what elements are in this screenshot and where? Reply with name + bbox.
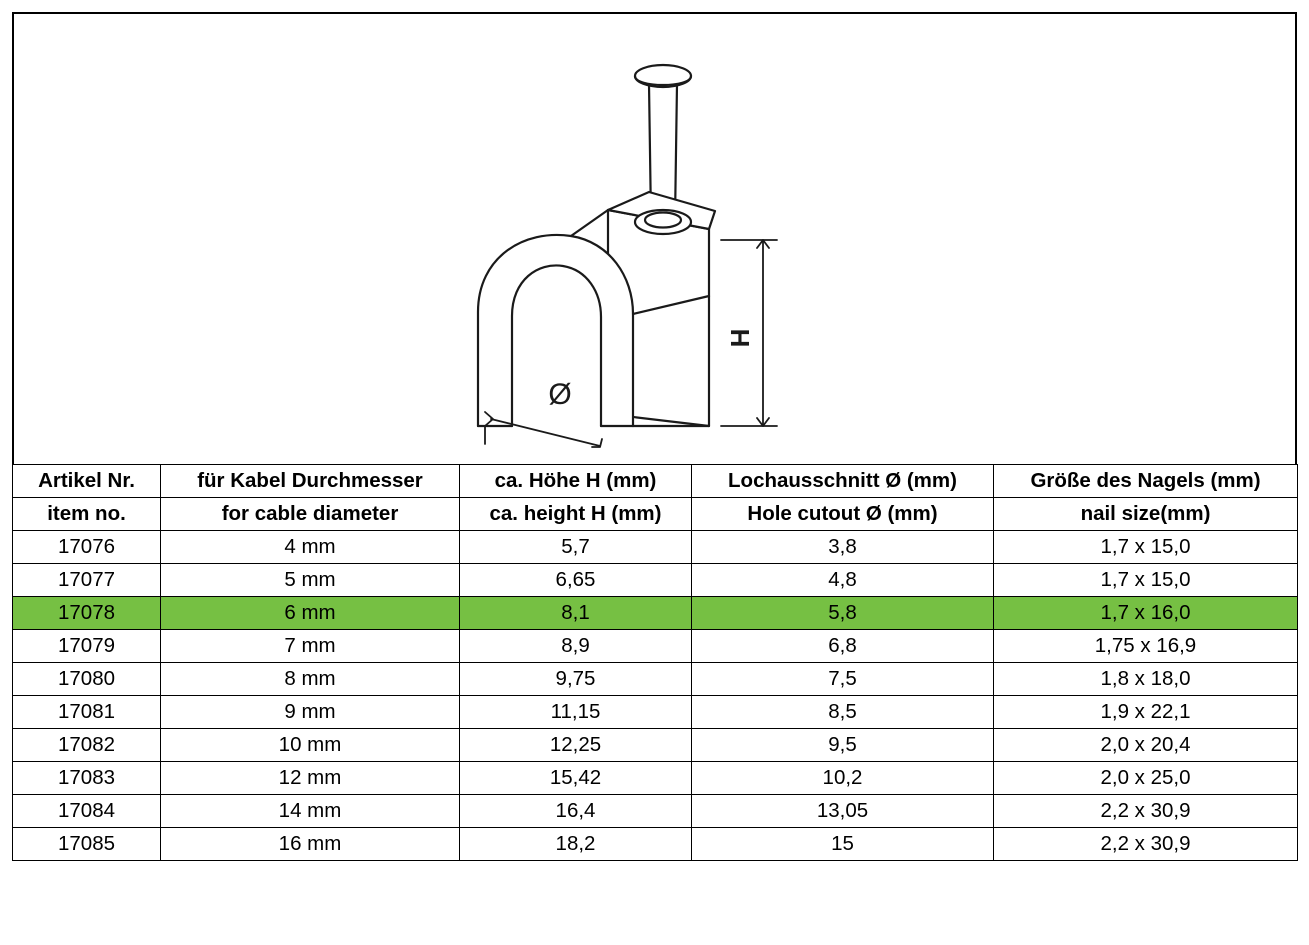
cell-height: 9,75: [460, 663, 692, 696]
cell-height: 8,9: [460, 630, 692, 663]
header-height-de: ca. Höhe H (mm): [460, 465, 692, 498]
cell-hole-cutout: 4,8: [692, 564, 994, 597]
header-cable-diameter-en: for cable diameter: [161, 498, 460, 531]
cell-nail-size: 1,75 x 16,9: [994, 630, 1298, 663]
cell-nail-size: 2,2 x 30,9: [994, 795, 1298, 828]
cell-hole-cutout: 7,5: [692, 663, 994, 696]
cell-item-no: 17078: [13, 597, 161, 630]
cell-nail-size: 1,7 x 15,0: [994, 564, 1298, 597]
cell-height: 6,65: [460, 564, 692, 597]
cell-cable-diameter: 14 mm: [161, 795, 460, 828]
table-row-highlighted: [13, 597, 1298, 630]
cell-height: 18,2: [460, 828, 692, 861]
cell-hole-cutout: 10,2: [692, 762, 994, 795]
table-row: [13, 696, 1298, 729]
cell-hole-cutout: 9,5: [692, 729, 994, 762]
cell-item-no: 17083: [13, 762, 161, 795]
header-nail-size-en: nail size(mm): [994, 498, 1298, 531]
cell-item-no: 17084: [13, 795, 161, 828]
diameter-dimension-label: Ø: [547, 378, 572, 411]
height-dimension-label: H: [724, 328, 755, 348]
cell-hole-cutout: 15: [692, 828, 994, 861]
cell-cable-diameter: 7 mm: [161, 630, 460, 663]
cell-nail-size: 2,0 x 25,0: [994, 762, 1298, 795]
cell-cable-diameter: 10 mm: [161, 729, 460, 762]
cell-hole-cutout: 13,05: [692, 795, 994, 828]
cell-nail-size: 1,7 x 16,0: [994, 597, 1298, 630]
table-row: [13, 762, 1298, 795]
cell-hole-cutout: 5,8: [692, 597, 994, 630]
header-nail-size-de: Größe des Nagels (mm): [994, 465, 1298, 498]
cell-hole-cutout: 3,8: [692, 531, 994, 564]
cell-cable-diameter: 6 mm: [161, 597, 460, 630]
cell-item-no: 17080: [13, 663, 161, 696]
table-header-row-en: [13, 498, 1298, 531]
table-row: [13, 531, 1298, 564]
header-hole-cutout-de: Lochausschnitt Ø (mm): [692, 465, 994, 498]
header-height-en: ca. height H (mm): [460, 498, 692, 531]
product-illustration-panel: [12, 12, 1297, 464]
cell-height: 12,25: [460, 729, 692, 762]
cable-clip-nail-drawing: [15, 14, 1295, 462]
cell-cable-diameter: 16 mm: [161, 828, 460, 861]
table-row: [13, 729, 1298, 762]
cell-nail-size: 2,0 x 20,4: [994, 729, 1298, 762]
cell-hole-cutout: 8,5: [692, 696, 994, 729]
cell-item-no: 17081: [13, 696, 161, 729]
cell-height: 8,1: [460, 597, 692, 630]
cell-cable-diameter: 4 mm: [161, 531, 460, 564]
header-hole-cutout-en: Hole cutout Ø (mm): [692, 498, 994, 531]
table-row: [13, 663, 1298, 696]
cell-height: 16,4: [460, 795, 692, 828]
cell-height: 5,7: [460, 531, 692, 564]
cell-cable-diameter: 5 mm: [161, 564, 460, 597]
header-cable-diameter-de: für Kabel Durchmesser: [161, 465, 460, 498]
header-item-no-de: Artikel Nr.: [13, 465, 161, 498]
cell-nail-size: 1,7 x 15,0: [994, 531, 1298, 564]
table-header-row-de: [13, 465, 1298, 498]
header-item-no-en: item no.: [13, 498, 161, 531]
table-row: [13, 630, 1298, 663]
cell-item-no: 17085: [13, 828, 161, 861]
cell-item-no: 17076: [13, 531, 161, 564]
cell-item-no: 17079: [13, 630, 161, 663]
table-row: [13, 564, 1298, 597]
cell-nail-size: 2,2 x 30,9: [994, 828, 1298, 861]
cell-item-no: 17082: [13, 729, 161, 762]
cell-height: 15,42: [460, 762, 692, 795]
cell-cable-diameter: 12 mm: [161, 762, 460, 795]
table-body: [13, 531, 1298, 861]
cell-cable-diameter: 9 mm: [161, 696, 460, 729]
cell-item-no: 17077: [13, 564, 161, 597]
table-row: [13, 795, 1298, 828]
cell-cable-diameter: 8 mm: [161, 663, 460, 696]
specification-table: [12, 464, 1298, 861]
cell-hole-cutout: 6,8: [692, 630, 994, 663]
cell-height: 11,15: [460, 696, 692, 729]
cell-nail-size: 1,9 x 22,1: [994, 696, 1298, 729]
cell-nail-size: 1,8 x 18,0: [994, 663, 1298, 696]
table-row: [13, 828, 1298, 861]
